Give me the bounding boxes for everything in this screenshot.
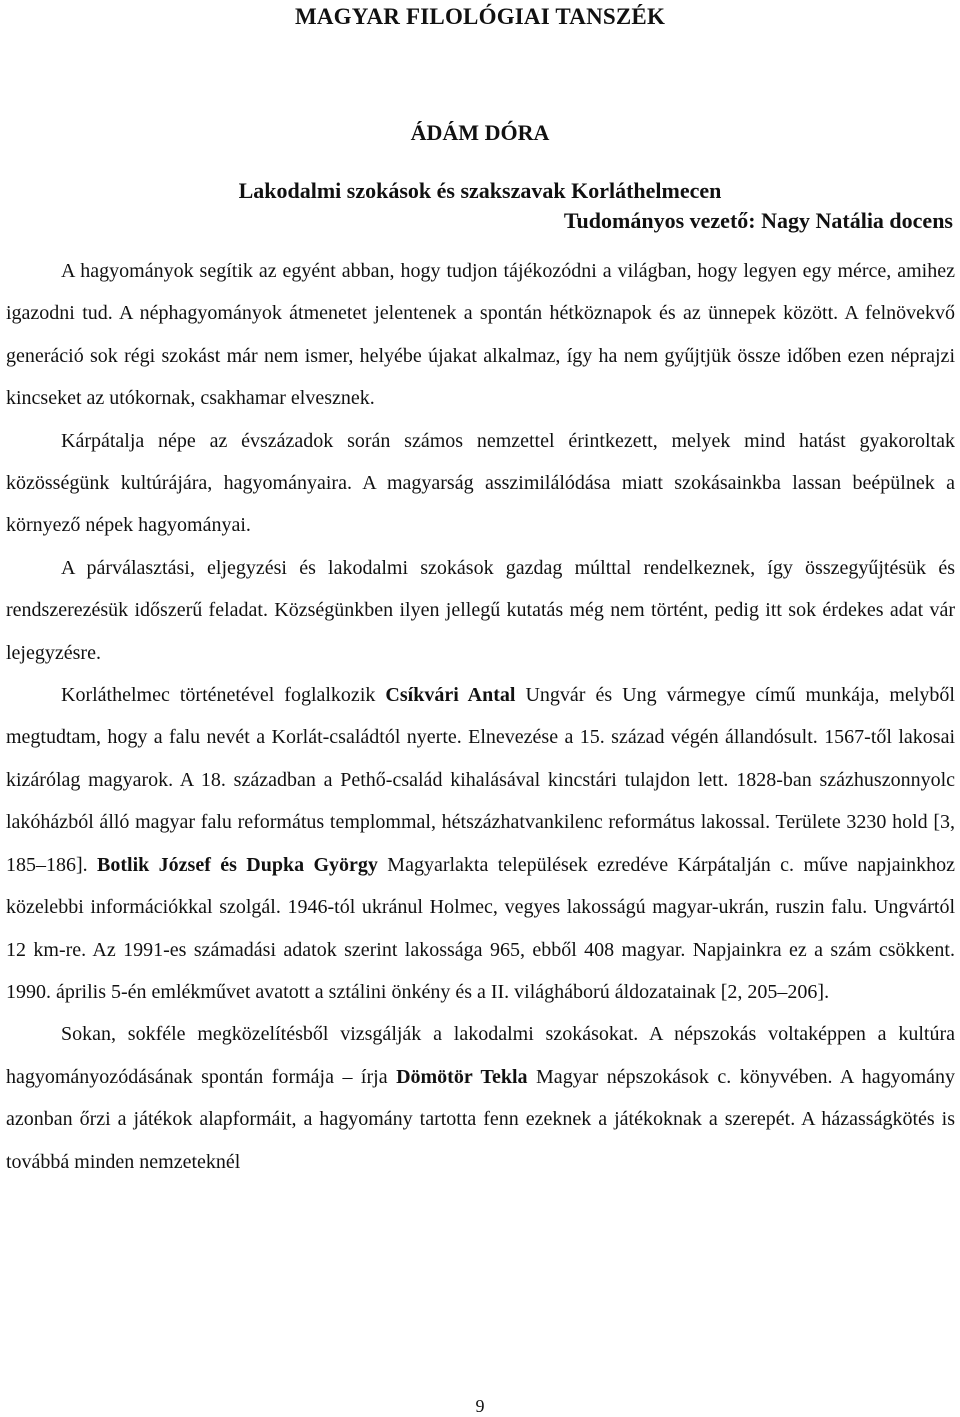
paragraph-4-text: Magyarlakta települések ezredéve Kárpátalján c. műve napjainkhoz közelebbi információkkal szolgál. 1946-tól ukránul Holmec, vegyes lakosságú magyar-ukrán, ruszin falu. Ungvártól 12 km-re. Az 1991-es számadási adatok szerint lakossága 965, ebből 408 magyar. Napjainkra ez a szám csökkent. 1990. április 5-én emlékművet avatott a sztálini önkény és a II. világháború áldozatainak [2, 205–206]. xyxy=(6,853,955,1003)
supervisor-line: Tudományos vezető: Nagy Natália docens xyxy=(563,208,953,233)
paragraph-1: A hagyományok segítik az egyént abban, hogy tudjon tájékozódni a világban, hogy legyen egy mérce, amihez igazodni tud. A néphagyományok átmenetet jelentenek a spontán hétköznapok és az ünnepek között. A felnövekvő generáció sok régi szokást már nem ismer, helyébe újakat alkalmaz, így ha nem gyűjtjük össze időben ezen néprajzi kincseket az utókornak, csakhamar elvesznek. xyxy=(6,260,955,410)
author-reference-csikvari: Csíkvári Antal xyxy=(385,684,516,707)
paragraph-4-text: Korláthelmec történetével foglalkozik xyxy=(61,684,386,707)
paragraph-4 xyxy=(6,674,955,1013)
paragraph-5-text: Magyar népszokások c. könyvében. A hagyomány azonban őrzi a játékok alapformáit, a hagyomány tartotta fenn ezeknek a játékoknak a szerepét. A házasságkötés is továbbá minden nemzeteknél xyxy=(6,1065,956,1173)
paragraph-5-text: Sokan, sokféle megközelítésből vizsgálják a lakodalmi szokásokat. A népszokás voltaképpen a kultúra hagyományozódásának spontán formája – írja xyxy=(6,1023,955,1088)
body-text xyxy=(6,250,955,1183)
paper-title: Lakodalmi szokások és szakszavak Korláthelmecen xyxy=(238,178,722,203)
author-reference-botlik-dupka: Botlik József és Dupka György xyxy=(97,853,378,876)
paragraph-3: A párválasztási, eljegyzési és lakodalmi szokások gazdag múlttal rendelkeznek, így összegyűjtésük és rendszerezésük időszerű feladat. Községünkben ilyen jellegű kutatás még nem történt, pedig itt sok érdekes adat vár lejegyzésre. xyxy=(6,556,955,664)
paragraph-4-text: Ungvár és Ung vármegye című munkája, melyből megtudtam, hogy a falu nevét a Korlát-családtól nyerte. Elnevezése a 15. század végén állandósult. 1567-től lakosai kizárólag magyarok. A 18. században a Pethő-család kihalásával kincstári tulajdon lett. 1828-ban százhuszonnyolc lakóházból álló magyar falu református templommal, hétszázhatvankilenc református lakossal. Területe 3230 hold [3, 185–186]. xyxy=(6,684,955,876)
paragraph-2: Kárpátalja népe az évszázadok során számos nemzettel érintkezett, melyek mind hatást gyakoroltak közösségünk kultúrájára, hagyományaira. A magyarság asszimilálódása miatt szokásainkba lassan beépülnek a környező népek hagyományai. xyxy=(6,429,955,537)
department-heading: MAGYAR FILOLÓGIAI TANSZÉK xyxy=(294,4,666,29)
page-number: 9 xyxy=(475,1396,485,1416)
paragraph-5 xyxy=(6,1013,955,1183)
author-reference-domotor: Dömötör Tekla xyxy=(396,1065,528,1088)
author-name: ÁDÁM DÓRA xyxy=(410,120,550,145)
